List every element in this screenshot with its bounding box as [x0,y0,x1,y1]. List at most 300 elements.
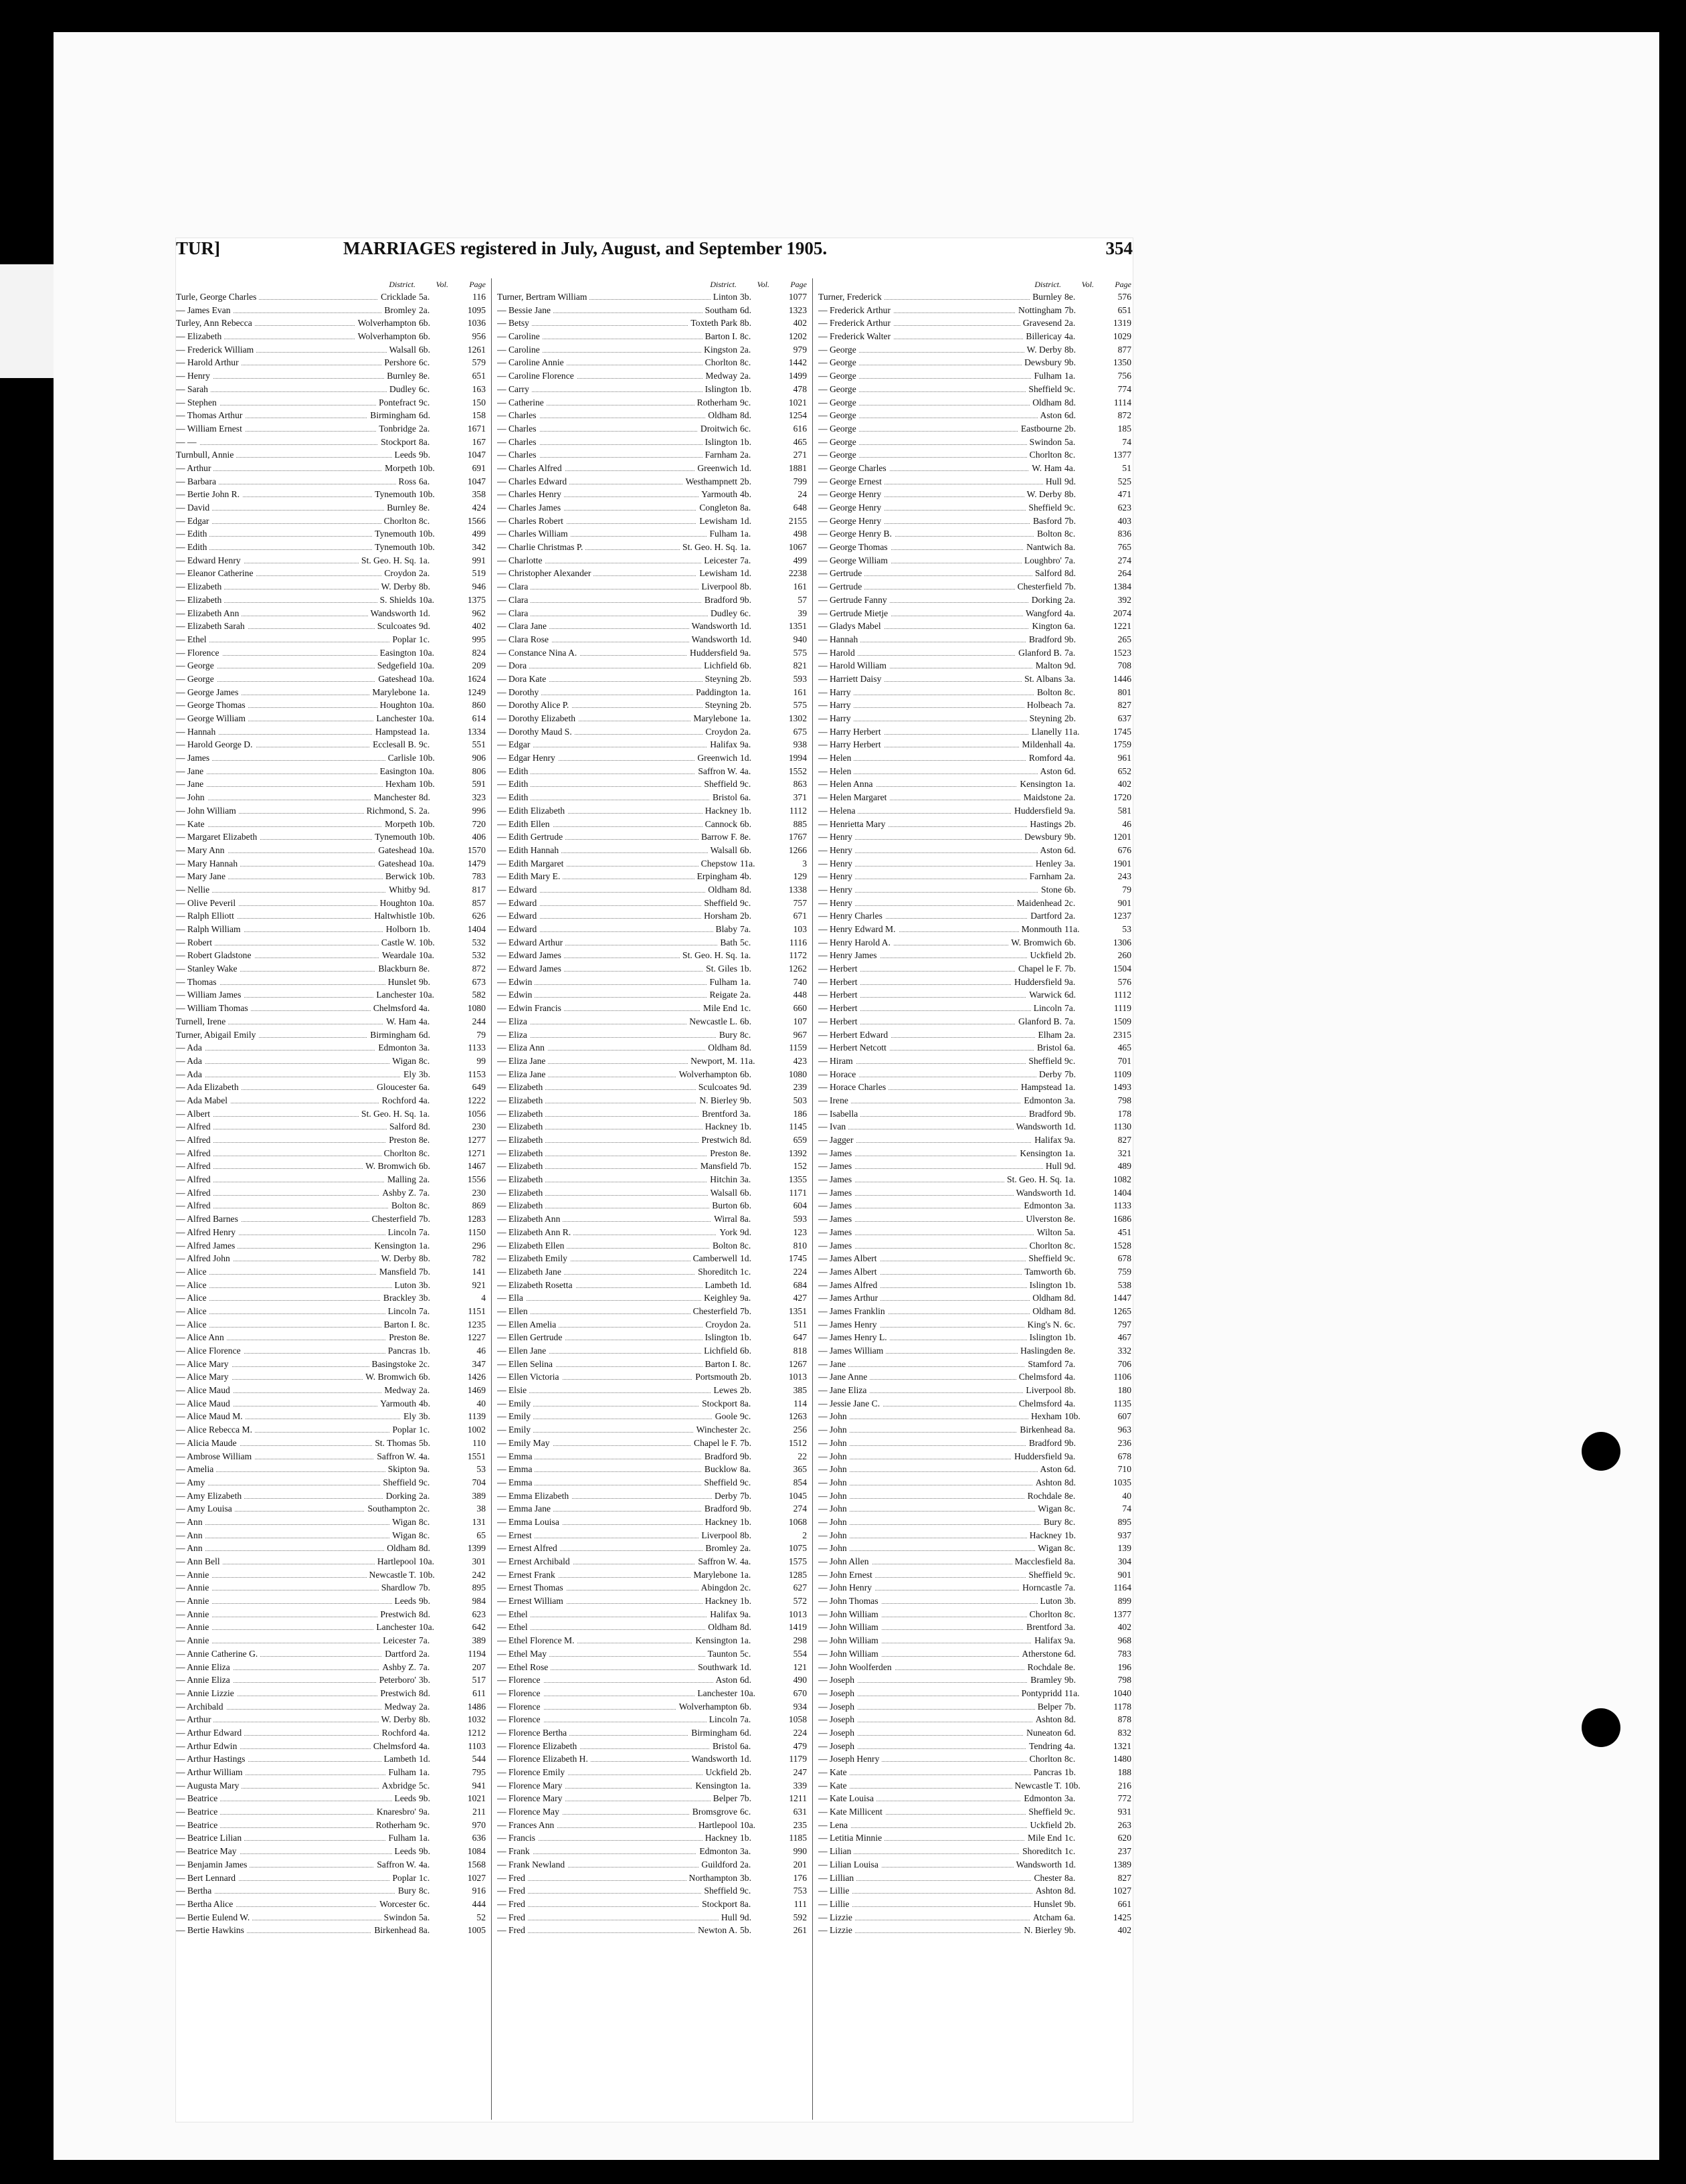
entry-name: — Ellen [497,1305,531,1318]
entry-volume: 8d. [1064,1293,1076,1303]
entry-page: 402 [1117,1622,1131,1633]
entry-page: 46 [1122,818,1131,829]
entry-district: Oldham [384,1542,416,1555]
entry-name: — Ellen Jane [497,1344,549,1358]
entry-page: 774 [1117,383,1131,394]
entry-district: Chester [1031,1872,1062,1885]
entry-district: Fulham [707,976,737,989]
entry-volume: 7b. [419,1582,430,1593]
register-entry [176,1555,486,1568]
register-entry [497,1568,807,1582]
register-entry [497,1239,807,1253]
register-entry [176,554,486,567]
entry-volume: 1a. [1064,779,1076,790]
entry-district: Bradford [702,1450,737,1463]
register-entry [818,1805,1131,1819]
entry-name: — Bertie Hawkins [176,1924,247,1937]
entry-volume: 10b. [419,542,435,553]
entry-page: 1486 [467,1701,486,1712]
entry-district: Ashby Z. [379,1661,416,1674]
entry-district: Burnley [384,369,416,383]
entry-page: 186 [793,1108,807,1119]
entry-name: — Joseph [818,1673,857,1687]
register-entry [176,1529,486,1542]
register-entry [497,436,807,449]
register-entry [818,738,1131,751]
entry-volume: 1b. [1064,1332,1076,1343]
entry-page: 1179 [789,1754,807,1764]
entry-district: Chorlton [1027,1239,1062,1253]
entry-volume: 8e. [1064,1346,1076,1356]
entry-page: 1139 [468,1411,486,1422]
entry-page: 451 [1117,1226,1131,1237]
entry-district: Erpingham [694,870,737,883]
entry-volume: 10b. [419,529,435,539]
register-entry [497,1252,807,1265]
entry-volume: 2b. [740,673,751,684]
entry-volume: 3b. [419,1675,430,1686]
entry-district: Islington [1027,1279,1062,1292]
entry-volume: 1d. [740,1661,751,1672]
entry-page: 116 [472,292,486,302]
leader-dots [818,1511,1062,1512]
entry-volume: 3a. [1064,673,1076,684]
entry-page: 532 [472,937,486,947]
entry-name: — Frank Newland [497,1858,567,1872]
entry-district: Hunslet [385,976,416,989]
entry-volume: 8c. [740,1029,751,1040]
entry-district: Chorlton [1027,1608,1062,1621]
entry-page: 371 [793,792,807,803]
register-entry [176,1858,486,1872]
register-entry [176,1805,486,1819]
register-entry [176,1226,486,1239]
entry-district: Yarmouth [377,1397,416,1410]
entry-volume: 1a. [740,542,751,553]
entry-volume: 10a. [419,594,435,605]
entry-district: Islington [702,1331,737,1344]
leader-dots [176,1063,416,1064]
entry-district: Dorking [1029,594,1062,607]
entry-name: — Charles Edward [497,475,569,488]
register-entry [818,1845,1131,1858]
entry-name: — Harry Herbert [818,738,884,751]
register-entry [176,870,486,883]
register-entry [818,699,1131,712]
register-entry [497,725,807,739]
register-entry [818,1713,1131,1726]
entry-page: 1084 [467,1846,486,1857]
entry-page: 107 [793,1016,807,1026]
entry-district: Fulham [385,1831,416,1845]
entry-district: Brentford [1024,1621,1062,1634]
entry-page: 385 [793,1385,807,1396]
entry-name: — Ethel Rose [497,1661,551,1674]
register-entry [176,659,486,672]
register-entry [818,1766,1131,1779]
entry-name: — Charles [497,422,539,436]
register-entry [818,857,1131,871]
register-entry [818,1239,1131,1253]
entry-page: 956 [472,331,486,342]
entry-district: Derby [1036,1068,1062,1081]
register-entry [497,1516,807,1529]
entry-page: 649 [472,1082,486,1093]
entry-page: 1306 [1113,937,1131,947]
register-entry [818,554,1131,567]
entry-page: 860 [472,700,486,711]
entry-name: — Lilian [818,1845,854,1858]
entry-name: — Charles [497,448,539,462]
entry-district: Rotherham [373,1819,416,1832]
register-entry [497,448,807,462]
entry-page: 265 [1117,634,1131,644]
entry-name: — Elizabeth [176,580,224,594]
register-entry [176,1516,486,1529]
entry-page: 1027 [1113,1886,1131,1896]
entry-page: 1686 [1113,1214,1131,1224]
entry-district: W. Bromwich [363,1160,416,1173]
entry-volume: 8e. [419,371,430,381]
entry-district: Hackney [1027,1529,1062,1542]
entry-district: Lincoln [1031,1002,1062,1015]
entry-district: Oldham [1030,1291,1062,1305]
register-entry [818,1529,1131,1542]
entry-page: 878 [1117,1714,1131,1725]
entry-district: St. Albans [1022,672,1062,686]
register-entry [497,501,807,515]
entry-name: — Bert Lennard [176,1872,238,1885]
entry-name: — Henry [818,897,855,910]
leader-dots [497,1629,737,1630]
entry-volume: 7b. [1064,1069,1076,1079]
entry-name: — Ethel [497,1608,531,1621]
entry-name: — George James [176,686,241,699]
entry-page: 798 [1117,1675,1131,1686]
register-entry [818,515,1131,528]
entry-district: Sheffield [1026,501,1062,515]
entry-volume: 2a. [419,805,430,816]
register-entry [818,1779,1131,1793]
entry-name: — Caroline [497,330,543,343]
entry-district: Islington [1027,1331,1062,1344]
entry-district: Leeds [392,1845,416,1858]
entry-district: Birmingham [367,1028,416,1042]
entry-district: Stockport [378,436,416,449]
entry-district: W. Bromwich [1008,936,1062,949]
entry-name: — James [818,1160,854,1173]
register-entry [497,1437,807,1450]
entry-district: Wandsworth [689,620,737,633]
entry-volume: 9c. [740,779,751,790]
entry-district: Lanchester [373,988,416,1002]
register-entry [497,304,807,317]
entry-volume: 7a. [1064,1003,1076,1014]
entry-page: 1399 [467,1543,486,1554]
entry-page: 673 [472,976,486,987]
entry-district: Bradford [1026,1107,1062,1121]
entry-name: — Emma [497,1450,535,1463]
entry-volume: 1c. [740,1003,751,1014]
entry-name: — Florence Mary [497,1792,565,1805]
leader-dots [176,1550,416,1551]
entry-page: 616 [793,423,807,434]
entry-name: — Ellen Gertrude [497,1331,565,1344]
entry-name: — Harry [818,699,854,712]
entry-volume: 8d. [740,1622,751,1633]
entry-page: 1130 [1113,1121,1131,1132]
entry-name: — Emma Jane [497,1502,553,1516]
entry-name: — Harold [818,646,858,660]
entry-page: 651 [472,371,486,381]
entry-volume: 9a. [1064,976,1076,987]
entry-district: Wigan [389,1529,416,1542]
entry-name: — Emily May [497,1437,553,1450]
entry-name: — Benjamin James [176,1858,250,1872]
entry-district: Whitby [386,883,416,897]
entry-name: — Helen Anna [818,778,876,791]
entry-page: 365 [793,1464,807,1475]
register-entry [818,1726,1131,1740]
register-entry [176,1924,486,1937]
entry-district: Belper [711,1792,737,1805]
entry-district: Hexham [383,778,416,791]
entry-page: 706 [1117,1358,1131,1369]
entry-volume: 10a. [419,673,435,684]
entry-name: — John [176,791,207,804]
entry-page: 652 [1117,765,1131,776]
entry-name: — Florence Elizabeth [497,1740,579,1753]
entry-page: 150 [472,397,486,407]
register-entry [818,290,1131,304]
entry-volume: 2b. [1064,713,1076,723]
register-entry [497,870,807,883]
entry-name: — James Arthur [818,1291,880,1305]
entry-page: 1265 [1113,1305,1131,1316]
entry-page: 347 [472,1358,486,1369]
entry-volume: 8d. [1064,397,1076,407]
entry-volume: 4a. [740,1556,751,1566]
entry-volume: 2c. [419,1504,430,1514]
entry-district: Liverpool [698,1529,737,1542]
register-entry [497,290,807,304]
entry-page: 499 [472,529,486,539]
entry-page: 46 [476,1346,486,1356]
entry-district: Steyning [1027,712,1062,725]
entry-name: — Elizabeth Ann [497,1212,563,1226]
entry-page: 631 [793,1807,807,1817]
register-entry [176,830,486,844]
entry-page: 402 [1117,1925,1131,1936]
entry-district: Rochford [379,1726,416,1740]
entry-name: — James [818,1239,854,1253]
entry-name: — Alfred [176,1173,213,1186]
entry-name: — Kate [818,1779,850,1793]
entry-volume: 1a. [1064,1148,1076,1158]
entry-district: Lincoln [385,1226,416,1239]
entry-page: 239 [793,1082,807,1093]
entry-name: — John [818,1476,850,1489]
register-entry [497,515,807,528]
entry-page: 79 [1122,884,1131,895]
entry-district: Gravesend [1020,316,1062,330]
entry-district: Oldham [705,1621,737,1634]
register-entry [818,594,1131,607]
entry-name: — Charles Henry [497,488,564,501]
entry-name: — Edith [176,541,209,554]
entry-page: 1469 [467,1385,486,1396]
entry-district: Chesterfield [369,1212,416,1226]
register-entry [176,633,486,646]
entry-district: Edmonton [1021,1199,1062,1212]
entry-page: 4 [481,1293,486,1303]
entry-name: — Alice [176,1279,209,1292]
entry-page: 1551 [467,1451,486,1461]
entry-district: Wandsworth [1014,1858,1062,1872]
register-entry [497,699,807,712]
register-entry [176,1437,486,1450]
register-entry [497,844,807,857]
entry-district: Bolton [389,1199,416,1212]
entry-district: S. Shields [377,594,416,607]
entry-district: Hampstead [1018,1081,1062,1094]
entry-name: — — [176,436,199,449]
entry-page: 161 [793,687,807,697]
entry-district: Basford [1030,515,1062,528]
register-entry [818,1212,1131,1226]
entry-page: 836 [1117,529,1131,539]
entry-district: Wandsworth [368,607,416,620]
entry-page: 1002 [467,1425,486,1435]
entry-volume: 1a. [740,1569,751,1580]
entry-district: Chorlton [1027,1752,1062,1766]
entry-district: Edmonton [1021,1094,1062,1107]
entry-page: 572 [793,1596,807,1607]
entry-volume: 1b. [1064,1530,1076,1540]
register-entry [818,396,1131,410]
entry-volume: 1d. [1064,1859,1076,1870]
entry-volume: 1d. [740,1279,751,1290]
register-entry [818,580,1131,594]
entry-district: Sheffield [701,1884,737,1898]
entry-district: Shardlow [379,1581,416,1595]
entry-volume: 8b. [740,581,751,592]
entry-name: — Dora [497,659,529,672]
register-entry [497,1291,807,1305]
entry-name: — William Thomas [176,1002,251,1015]
register-entry [497,1226,807,1239]
entry-district: York [717,1226,737,1239]
register-entry [497,646,807,660]
entry-name: — Ann [176,1542,205,1555]
entry-district: Sheffield [1026,1252,1062,1265]
entry-volume: 8e. [740,832,751,842]
entry-district: St. Thomas [372,1437,416,1450]
entry-district: Chorlton [702,356,737,369]
entry-district: Brackley [381,1291,416,1305]
entry-district: Lewisham [696,515,737,528]
entry-name: — Elizabeth Sarah [176,620,248,633]
entry-name: — John William [818,1608,881,1621]
register-entry [176,857,486,871]
register-entry [497,1858,807,1872]
entry-district: Ashton [1033,1713,1062,1726]
entry-name: — Bertha Alice [176,1898,236,1911]
entry-page: 604 [793,1200,807,1211]
entry-volume: 8d. [740,1042,751,1053]
entry-volume: 8d. [1064,1477,1076,1487]
entry-name: — George [818,409,859,422]
entry-name: — Jane [176,778,206,791]
entry-district: Salford [1032,567,1062,580]
entry-page: 979 [793,344,807,355]
entry-page: 53 [1122,924,1131,934]
entry-page: 2238 [788,568,807,579]
register-entry [497,1318,807,1332]
entry-district: Hastings [1027,818,1062,831]
entry-page: 1392 [788,1148,807,1158]
entry-volume: 8a. [1064,542,1076,553]
register-entry [497,1384,807,1397]
register-entry [818,1463,1131,1476]
entry-name: — Christopher Alexander [497,567,593,580]
entry-volume: 3b. [419,1411,430,1422]
column-header-vol: Vol. [1081,280,1094,289]
entry-name: — James [818,1147,854,1160]
entry-name: — Annie Eliza [176,1661,233,1674]
entry-page: 1201 [1113,832,1131,842]
entry-name: — Ada [176,1055,205,1068]
entry-district: Kensington [1017,1147,1062,1160]
entry-name: — Annie [176,1581,211,1595]
register-entry [818,1555,1131,1568]
entry-district: Wolverhampton [355,316,416,330]
entry-volume: 1d. [740,634,751,644]
entry-name: — Gertrude Fanny [818,594,890,607]
register-entry [176,1291,486,1305]
entry-district: Leeds [392,1792,416,1805]
entry-district: W. Derby [1024,488,1062,501]
entry-name: — Fred [497,1884,528,1898]
register-entry [497,1370,807,1384]
entry-page: 1334 [467,726,486,737]
entry-volume: 6d. [1064,1648,1076,1659]
entry-district: Bradford [702,594,737,607]
entry-volume: 2b. [740,911,751,921]
entry-volume: 9c. [740,1411,751,1422]
entry-page: 885 [793,818,807,829]
entry-page: 1568 [467,1859,486,1870]
register-entry [497,633,807,646]
entry-volume: 1b. [740,805,751,816]
entry-district: Easington [377,765,416,778]
entry-district: Basingstoke [369,1358,416,1371]
entry-page: 756 [1117,371,1131,381]
register-entry [176,1397,486,1410]
entry-page: 1267 [788,1358,807,1369]
entry-volume: 10b. [419,818,435,829]
entry-name: — Beatrice [176,1819,220,1832]
entry-page: 152 [793,1161,807,1172]
register-entry [818,897,1131,910]
entry-name: — Alfred John [176,1252,233,1265]
entry-page: 1671 [467,423,486,434]
entry-name: — John [818,1529,850,1542]
entry-volume: 1d. [740,462,751,473]
entry-district: Walsall [708,1186,737,1200]
register-entry [818,646,1131,660]
entry-page: 1509 [1113,1016,1131,1026]
